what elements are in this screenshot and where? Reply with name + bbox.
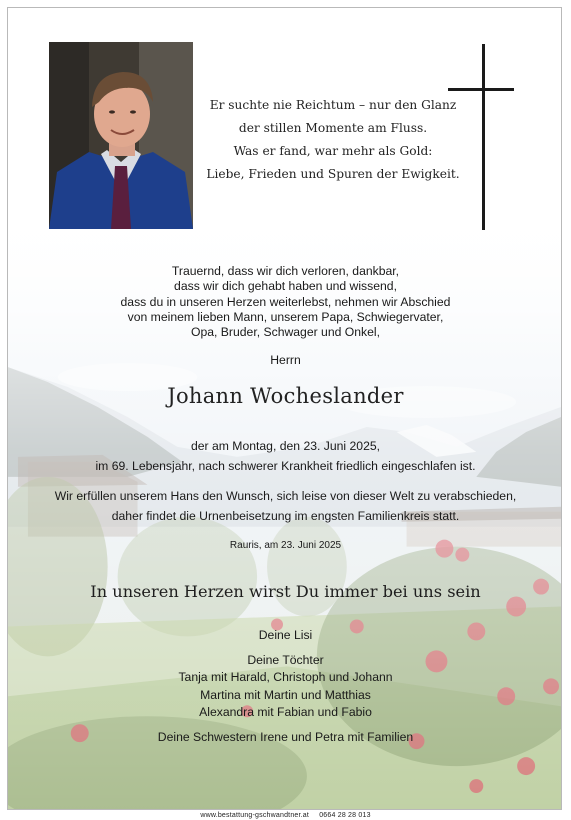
verse-line: Was er fand, war mehr als Gold: (233, 144, 433, 158)
motto: In unseren Herzen wirst Du immer bei uns sein (90, 582, 481, 601)
footer (0, 812, 571, 819)
mourner-family: Alexandra mit Fabian und Fabio (199, 704, 372, 719)
footer-phone: 0664 28 28 013 (319, 812, 371, 819)
mourner-daughters-heading: Deine Töchter (247, 653, 324, 668)
cross-icon (448, 44, 518, 230)
intro-line: von meinem lieben Mann, unserem Papa, Schwiegervater, (127, 309, 444, 324)
wish-line: Wir erfüllen unserem Hans den Wunsch, sich leise von dieser Welt zu verabschieden, (54, 489, 517, 503)
memorial-verse (198, 94, 468, 186)
intro-text (48, 264, 523, 340)
mourner-wife: Deine Lisi (258, 628, 313, 642)
obituary-card (7, 7, 562, 810)
salutation: Herrn (270, 353, 301, 367)
intro-line: dass wir dich gehabt haben und wissend, (174, 279, 397, 294)
death-line: der am Montag, den 23. Juni 2025, (190, 439, 381, 453)
intro-line: Trauernd, dass wir dich verloren, dankbar, (171, 264, 400, 278)
wish-line: daher findet die Urnenbeisetzung im engsten Familienkreis statt. (111, 508, 460, 523)
death-line: im 69. Lebensjahr, nach schwerer Krankheit friedlich eingeschlafen ist. (95, 459, 476, 473)
footer-website: www.bestattung-gschwandtner.at (200, 812, 310, 819)
portrait-photo (49, 42, 193, 229)
intro-line: Opa, Bruder, Schwager und Onkel, (190, 325, 380, 340)
mourner-siblings: Deine Schwestern Irene und Petra mit Familien (157, 730, 414, 745)
verse-line: Liebe, Frieden und Spuren der Ewigkeit. (206, 167, 460, 181)
deceased-name: Johann Wocheslander (167, 384, 404, 408)
verse-line: der stillen Momente am Fluss. (238, 121, 428, 135)
funeral-wish (18, 487, 553, 526)
death-notice (28, 436, 543, 476)
mourner-family: Tanja mit Harald, Christoph und Johann (178, 670, 393, 685)
intro-line: dass du in unseren Herzen weiterlebst, nehmen wir Abschied (120, 294, 451, 309)
mourners-list (8, 627, 562, 746)
verse-line: Er suchte nie Reichtum – nur den Glanz (209, 98, 457, 112)
mourner-family: Martina mit Martin und Matthias (200, 687, 371, 702)
place-date: Rauris, am 23. Juni 2025 (229, 540, 342, 551)
